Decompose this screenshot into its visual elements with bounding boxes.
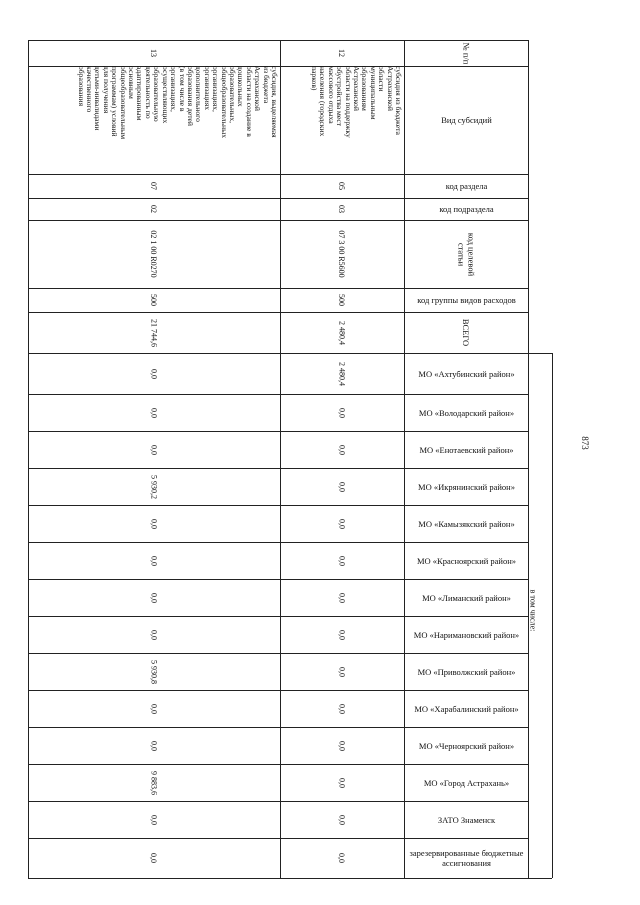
subsidy-subsection-text: 02 [149,205,159,213]
municipality-label: МО «Лиманский район» [422,592,511,603]
subsidy-value-text: 2 480,4 [337,361,347,386]
subsidy-total [280,312,404,353]
municipality-label: МО «Город Астрахань» [423,777,510,788]
municipality-label: МО «Ахтубинский район» [418,368,515,379]
subsidy-section-text: 07 [149,182,159,190]
subsidy-section-text: 05 [337,182,347,190]
subsidy-value-text: 0,0 [149,740,159,751]
subsidy-value [28,727,280,764]
subsidy-value-text: 0,0 [337,592,347,603]
subsidy-value-text: 0,0 [149,368,159,379]
municipality-label: ЗАТО Знаменск [437,814,496,825]
budget-table [28,40,552,878]
subsidy-num [28,40,280,66]
subsidy-value [280,616,404,653]
subsidy-value [28,394,280,431]
header-code-target-label: код целевой статьи [456,232,477,276]
subsidy-value [280,838,404,878]
subsidy-description-text: субсидия, выделяемая из бюджета Астраханской области на создание в дошкольных образовательных, общеобразовательных организациях, организациях дополнительного образования детей (в том числе в организациях, осуществляющих образовательную деятельность по адаптированным основным общеобразовательным программам) условий для получения детьми-инвалидами качественного образования [76,66,279,140]
subsidy-value-text: 0,0 [337,518,347,529]
subsidy-value-text: 0,0 [149,853,159,863]
header-subsidy-type-label: Вид субсидий [441,115,492,125]
subsidy-description-text: субсидия из бюджета Астраханской области муниципальным образованиям Астраханской области на поддержку обустройства мест массового отдыха населения (городских парков) [309,66,403,138]
subsidy-value [280,505,404,542]
municipality-label: МО «Приволжский район» [417,666,516,677]
subsidy-total-text: 21 744,6 [149,318,159,347]
subsidy-description [280,66,404,174]
subsidy-num-text: 12 [337,49,347,57]
subsidy-value [280,690,404,727]
header-code-group-label: код группы видов расходов [417,295,516,305]
subsidy-value-text: 0,0 [337,777,347,788]
subsidy-subsection [28,198,280,220]
page-number: 873 [579,436,590,450]
subsidy-value [28,838,280,878]
subsidy-num-text: 13 [149,49,159,57]
subsidy-value [280,764,404,801]
subsidy-value [28,801,280,838]
subsidy-value [28,468,280,505]
municipality-label: МО «Харабалинский район» [414,703,519,714]
subsidy-value-text: 0,0 [337,555,347,566]
municipality-label: МО «Енотаевский район» [419,444,514,455]
subsidy-value [28,431,280,468]
subsidy-value-text: 0,0 [149,555,159,566]
subsidy-value [28,653,280,690]
subsidy-value [28,542,280,579]
subsidy-value-text: 0,0 [337,629,347,640]
subsidy-value [28,616,280,653]
subsidy-value-text: 0,0 [149,814,159,825]
subsidy-value-text: 0,0 [149,629,159,640]
subsidy-value-text: 0,0 [337,853,347,863]
subsidy-value-text: 0,0 [337,407,347,418]
subsidy-value [28,353,280,394]
subsidy-value [280,468,404,505]
subsidy-value [28,764,280,801]
subsidy-target [280,220,404,288]
subsidy-num [280,40,404,66]
subsidy-value-text: 5 930,8 [149,659,159,684]
table-border-bottom [28,878,528,879]
municipality-label: зарезервированные бюджетные ассигнования [409,848,524,868]
header-code-subsection-label: код подраздела [439,204,494,214]
subsidy-value-text: 0,0 [337,740,347,751]
subsidy-target-text: 07 3 00 R5600 [337,230,347,278]
vtom-border [552,353,553,878]
subsidy-value [280,653,404,690]
subsidy-section [28,174,280,198]
municipality-label: МО «Володарский район» [418,407,515,418]
subsidy-group [280,288,404,312]
subsidy-section [280,174,404,198]
subsidy-value-text: 0,0 [337,444,347,455]
subsidy-group-text: 500 [337,294,347,306]
subsidy-target [28,220,280,288]
subsidy-value [280,801,404,838]
subsidy-value [280,431,404,468]
header-code-section-label: код раздела [445,181,488,191]
municipality-label: МО «Икрянинский район» [418,481,515,492]
subsidy-total-text: 2 480,4 [337,320,347,345]
subsidy-value-text: 0,0 [149,407,159,418]
subsidy-subsection-text: 03 [337,205,347,213]
subsidy-subsection [280,198,404,220]
subsidy-value-text: 9 883,6 [149,770,159,795]
subsidy-value-text: 0,0 [337,666,347,677]
subsidy-description [28,66,280,174]
subsidy-value-text: 0,0 [337,703,347,714]
subsidy-total [28,312,280,353]
subsidy-value-text: 0,0 [337,814,347,825]
subsidy-target-text: 02 1 00 R0270 [149,230,159,278]
vtom-border [528,353,552,354]
in-that-number-label: в том числе: [528,589,538,632]
subsidy-value [28,505,280,542]
subsidy-value [280,542,404,579]
table-border-right [528,40,529,878]
subsidy-group-text: 500 [149,294,159,306]
header-num-label: № п/п [461,42,472,64]
municipality-label: МО «Камызякский район» [418,518,515,529]
vtom-border [528,878,552,879]
subsidy-value-text: 0,0 [149,444,159,455]
subsidy-group [28,288,280,312]
subsidy-value [280,394,404,431]
subsidy-value [28,690,280,727]
header-total-label: ВСЕГО [461,318,472,347]
subsidy-value [28,579,280,616]
subsidy-value [280,727,404,764]
municipality-label: МО «Красноярский район» [416,555,517,566]
subsidy-value-text: 0,0 [149,518,159,529]
subsidy-value-text: 5 930,2 [149,474,159,499]
subsidy-value-text: 0,0 [149,592,159,603]
subsidy-value [280,353,404,394]
subsidy-value-text: 0,0 [149,703,159,714]
subsidy-value-text: 0,0 [337,481,347,492]
municipality-label: МО «Черноярский район» [418,740,515,751]
subsidy-value [280,579,404,616]
municipality-label: МО «Наримановский район» [413,629,520,640]
